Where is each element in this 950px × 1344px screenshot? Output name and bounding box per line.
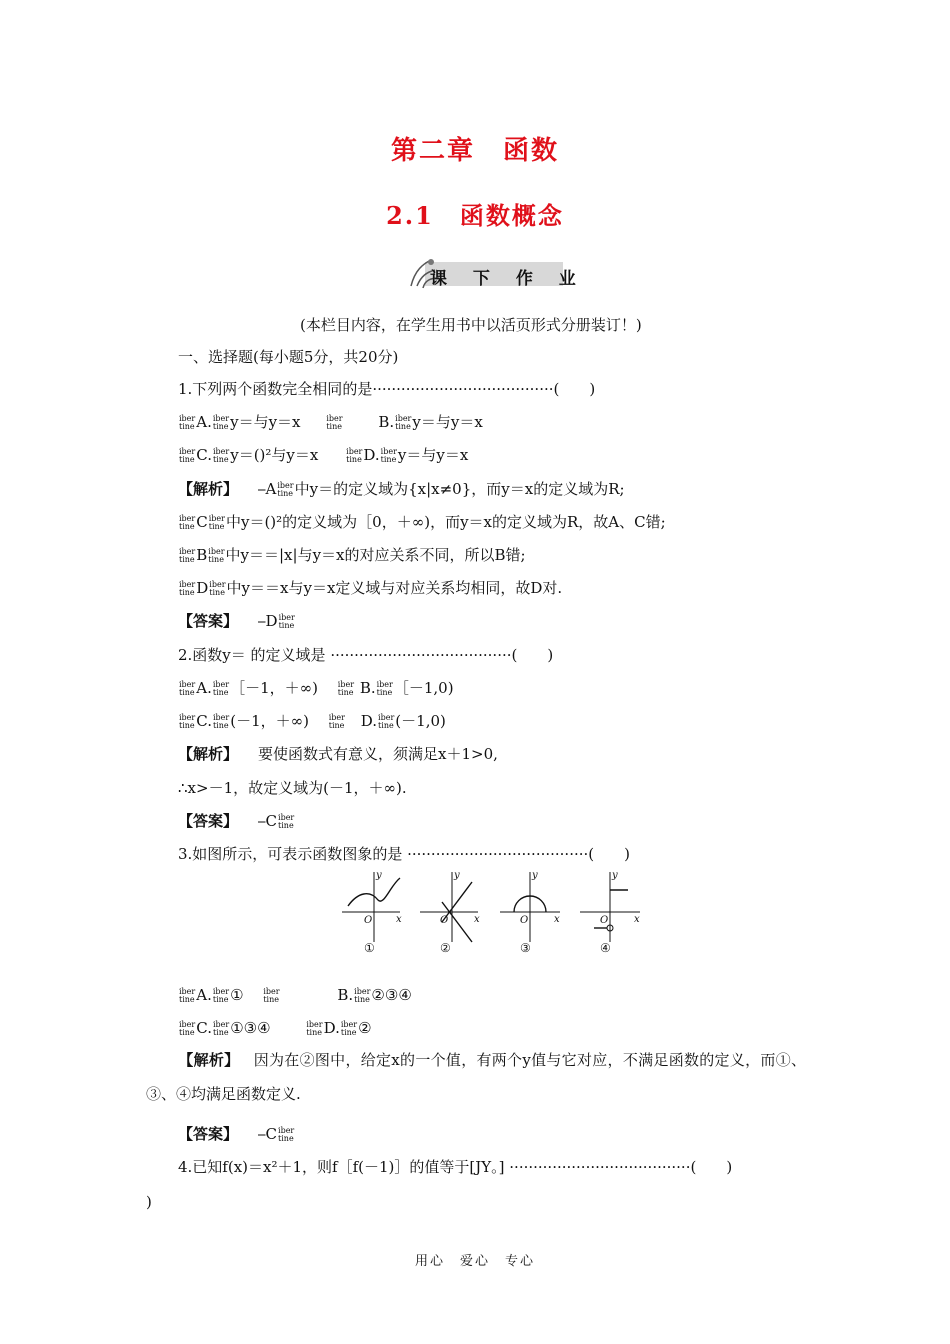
q3-options-cd: iber tine C. iber tine ①③④ iber tine D. iber tine ② xyxy=(179,1019,372,1037)
glyph-mark: iber tine xyxy=(179,447,196,464)
q2-analysis-1: 【解析】 要使函数式有意义，须满足x＋1>0, xyxy=(178,745,498,763)
glyph-mark: iber tine xyxy=(354,987,371,1004)
graph-4-y-label: y xyxy=(612,870,618,881)
q3-options-ab: iber tine A. iber tine ① iber tine B. iber tine ②③④ xyxy=(179,986,412,1004)
glyph-mark: iber tine xyxy=(306,1020,323,1037)
homework-banner-label: 课 下 作 业 xyxy=(430,269,586,289)
graph-1 xyxy=(342,872,400,942)
glyph-mark: iber tine xyxy=(395,414,412,431)
q1-analysis-3: iber tine B iber tine 中y＝＝|x|与y＝x的对应关系不同，所以B错; xyxy=(179,546,526,564)
glyph-mark: iber tine xyxy=(278,613,295,630)
glyph-mark: iber tine xyxy=(328,713,345,730)
glyph-mark: iber tine xyxy=(179,547,196,564)
graph-2-origin: O xyxy=(440,915,449,926)
glyph-mark: iber tine xyxy=(263,987,280,1004)
q4-paren-close: ) xyxy=(146,1193,152,1211)
glyph-mark: iber tine xyxy=(179,514,196,531)
glyph-mark: iber tine xyxy=(208,514,225,531)
graph-4-origin: O xyxy=(600,915,609,926)
q2-options-ab: iber tine A. iber tine ［－1，＋∞) iber tine B. iber tine ［－1,0) xyxy=(179,679,454,697)
glyph-mark: iber tine xyxy=(209,580,226,597)
chapter-title: 第二章 函数 xyxy=(390,136,559,166)
section-title: 2.1 函数概念 xyxy=(386,201,564,230)
q2-answer: 【答案】 ⎯C iber tine xyxy=(178,812,295,830)
glyph-mark: iber tine xyxy=(376,680,393,697)
graph-3-origin: O xyxy=(520,915,529,926)
glyph-mark: iber tine xyxy=(212,987,230,1004)
graph-2-y-label: y xyxy=(454,870,460,881)
glyph-mark: iber tine xyxy=(179,414,196,431)
binding-note: (本栏目内容，在学生用书中以活页形式分册装订！) xyxy=(300,316,642,334)
graph-1-x-label: x xyxy=(396,914,402,925)
function-graphs-figure xyxy=(338,866,648,956)
q3-stem: 3.如图所示，可表示函数图象的是 ······································( ) xyxy=(178,845,630,863)
q1-analysis-1: 【解析】 ⎯A iber tine 中y＝的定义域为{x|x≠0}，而y＝x的定义域为R; xyxy=(178,480,625,498)
q2-analysis-2: ∴x>－1，故定义域为(－1，＋∞). xyxy=(178,779,407,797)
glyph-mark: iber tine xyxy=(277,481,294,498)
glyph-mark: iber tine xyxy=(380,447,397,464)
q1-stem: 1.下列两个函数完全相同的是······································( ) xyxy=(178,380,596,398)
q3-answer: 【答案】 ⎯C iber tine xyxy=(178,1125,295,1143)
part-header: 一、选择题(每小题5分，共20分) xyxy=(178,348,399,366)
glyph-mark: iber tine xyxy=(212,1020,230,1037)
glyph-mark: iber tine xyxy=(278,813,295,830)
graph-3-x-label: x xyxy=(554,914,560,925)
glyph-mark: iber tine xyxy=(179,580,196,597)
graph-4 xyxy=(580,872,640,942)
graph-4-label: ④ xyxy=(600,941,611,955)
graph-2-x-label: x xyxy=(474,914,480,925)
glyph-mark: iber tine xyxy=(337,680,355,697)
graph-1-label: ① xyxy=(364,941,375,955)
q1-analysis-2: iber tine C iber tine 中y＝()²的定义域为［0，＋∞)，而y＝x的定义域为R，故A、C错; xyxy=(179,513,666,531)
graph-3-y-label: y xyxy=(532,870,538,881)
graph-4-x-label: x xyxy=(634,914,640,925)
graph-1-origin: O xyxy=(364,915,373,926)
glyph-mark: iber tine xyxy=(179,713,196,730)
q1-options-cd: iber tine C. iber tine y＝()²与y＝x iber tine D. iber tine y＝与y＝x xyxy=(179,446,469,464)
glyph-mark: iber tine xyxy=(212,680,230,697)
q1-options-ab: iber tine A. iber tine y＝与y＝x iber tine B. iber tine y＝与y＝x xyxy=(179,413,483,431)
glyph-mark: iber tine xyxy=(378,713,395,730)
glyph-mark: iber tine xyxy=(208,547,225,564)
q1-analysis-4: iber tine D iber tine 中y＝＝x与y＝x定义域与对应关系均相同，故D对. xyxy=(179,579,563,597)
q3-analysis: 【解析】 因为在②图中，给定x的一个值，有两个y值与它对应，不满足函数的定义，而①、③、④均满足函数定义. xyxy=(146,1051,806,1103)
graph-1-y-label: y xyxy=(376,870,382,881)
glyph-mark: iber tine xyxy=(212,713,230,730)
glyph-mark: iber tine xyxy=(179,987,196,1004)
glyph-mark: iber tine xyxy=(346,447,363,464)
q4-stem: 4.已知f(x)＝x²＋1，则f［f(－1)］的值等于[JY。] ······································( ) xyxy=(178,1158,733,1176)
page-footer: 用心 爱心 专心 xyxy=(414,1254,535,1269)
glyph-mark: iber tine xyxy=(278,1126,295,1143)
graph-3-label: ③ xyxy=(520,941,531,955)
q2-stem: 2.函数y＝ 的定义域是 ······································( ) xyxy=(178,646,554,664)
glyph-mark: iber tine xyxy=(326,414,343,431)
q2-options-cd: iber tine C. iber tine (－1，＋∞) iber tine D. iber tine (－1,0) xyxy=(179,712,446,730)
glyph-mark: iber tine xyxy=(212,414,230,431)
glyph-mark: iber tine xyxy=(212,447,230,464)
graph-2-label: ② xyxy=(440,941,451,955)
glyph-mark: iber tine xyxy=(179,680,196,697)
glyph-mark: iber tine xyxy=(340,1020,358,1037)
q1-answer: 【答案】 ⎯D iber tine xyxy=(178,612,295,630)
glyph-mark: iber tine xyxy=(179,1020,196,1037)
graph-3 xyxy=(500,872,560,942)
graph-2 xyxy=(420,872,478,942)
